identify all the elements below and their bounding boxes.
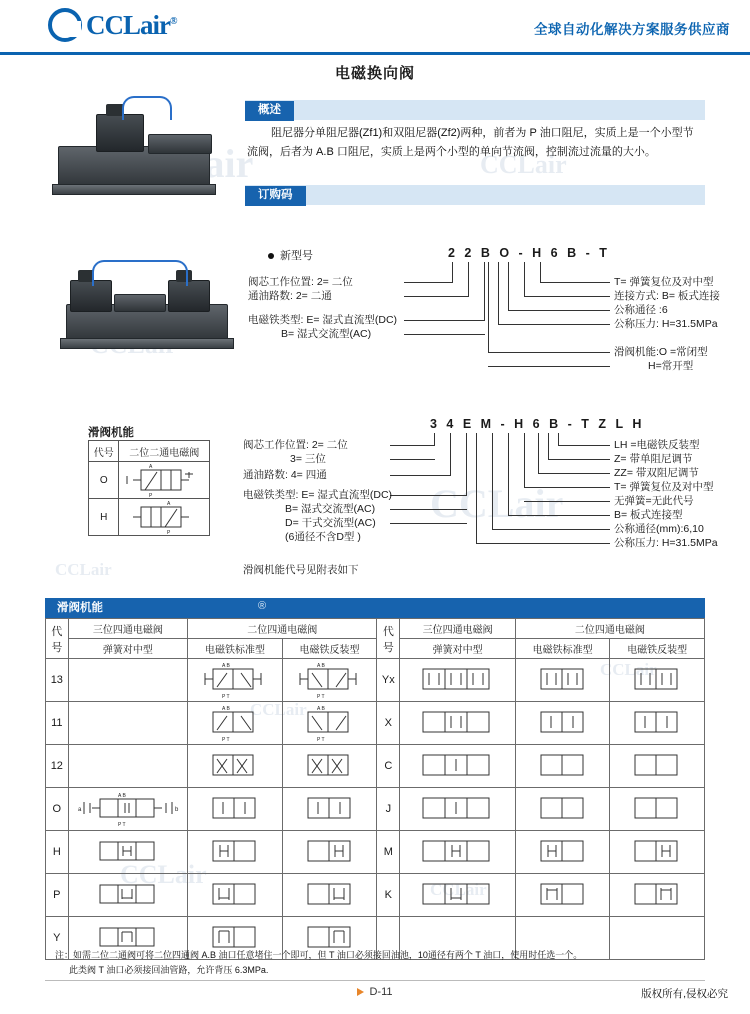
row-code-left: O (46, 788, 69, 831)
symbol-cell (610, 874, 705, 917)
svg-text:A B: A B (222, 706, 231, 712)
code2-right-label-3: T= 弹簧复位及对中型 (614, 481, 714, 493)
code1-right-label-5: H=常开型 (648, 360, 694, 372)
symbol-cell (282, 874, 377, 917)
th-group2b-left: 电磁铁反装型 (282, 639, 377, 659)
section-overview-tag: 概述 (245, 101, 294, 121)
symbol-cell (400, 745, 515, 788)
symbol-cell (68, 745, 188, 788)
code2-left-label-3: 电磁铁类型: E= 湿式直流型(DC) (243, 489, 393, 501)
logo-text: CCLair (86, 9, 170, 40)
watermark: CCLair (430, 481, 564, 526)
row-code-left: P (46, 874, 69, 917)
code2-right-label-6: 公称通径(mm):6,10 (614, 523, 704, 535)
row-code-right: X (377, 702, 400, 745)
main-table-title: 滑阀机能 (57, 602, 103, 614)
page-number-text: D-11 (369, 986, 393, 998)
symbol-cell (515, 745, 610, 788)
new-model-label (268, 247, 313, 263)
symbol-cell (188, 874, 283, 917)
th-group1-sub-left: 弹簧对中型 (68, 639, 188, 659)
th-group1-left: 三位四通电磁阀 (68, 619, 188, 639)
watermark: CCLair (55, 560, 112, 579)
svg-text:A B: A B (222, 663, 231, 669)
spool-function-table (45, 618, 705, 960)
section-ordercode-bar (245, 185, 705, 205)
page-title: 电磁换向阀 (334, 65, 415, 82)
code2-right-label-1: Z= 带单阻尼调节 (614, 453, 693, 465)
symbol-cell (68, 874, 188, 917)
svg-text:A: A (149, 464, 153, 470)
symbol-cell (68, 831, 188, 874)
svg-text:P T: P T (222, 694, 230, 699)
page-header (0, 0, 750, 55)
th-group2a-right: 电磁铁标准型 (515, 639, 610, 659)
symbol-cell (188, 831, 283, 874)
order-code-2: 3 4 E M - H 6 B - T Z L H (430, 417, 645, 431)
watermark: CCLair (600, 660, 657, 679)
copyright-text: 版权所有,侵权必究 (641, 988, 728, 1000)
symbol-cell (515, 702, 610, 745)
section-ordercode-tag: 订购码 (245, 186, 306, 206)
main-table-header-bar (45, 598, 705, 618)
th-group1-right: 三位四通电磁阀 (400, 619, 515, 639)
brand-logo (48, 8, 176, 42)
symbol-cell (515, 659, 610, 702)
symbol-cell (610, 831, 705, 874)
th-group1-sub-right: 弹簧对中型 (400, 639, 515, 659)
footer-divider (45, 980, 705, 981)
small-table-row-code: O (89, 462, 119, 499)
svg-text:A B: A B (316, 706, 325, 712)
code2-left-label-1: 3= 三位 (290, 453, 326, 465)
symbol-cell (188, 659, 283, 702)
code1-right-label-4: 滑阀机能:O =常闭型 (614, 346, 708, 358)
row-code-right: M (377, 831, 400, 874)
logo-wordmark (86, 10, 176, 41)
watermark: CCLair (480, 150, 567, 179)
watermark: CCLair (430, 880, 487, 899)
symbol-cell (400, 788, 515, 831)
th-code-left: 代号 (46, 619, 69, 659)
svg-text:a: a (77, 807, 81, 813)
svg-text:b: b (174, 807, 178, 813)
symbol-cell (188, 702, 283, 745)
svg-text:P: P (149, 493, 153, 498)
small-table-symbol-o (119, 462, 210, 499)
svg-text:P T: P T (316, 737, 325, 742)
code1-left-label-0: 阀芯工作位置: 2= 二位 (248, 276, 353, 288)
header-slogan: 全球自动化解决方案服务供应商 (534, 22, 730, 37)
symbol-cell (515, 788, 610, 831)
svg-text:A: A (167, 501, 171, 507)
svg-text:P T: P T (316, 694, 325, 699)
th-code-right: 代号 (377, 619, 400, 659)
code2-right-label-7: 公称压力: H=31.5MPa (614, 537, 718, 549)
symbol-cell (400, 831, 515, 874)
bullet-icon (268, 253, 274, 259)
svg-text:P T: P T (222, 737, 230, 742)
code1-right-label-1: 连接方式: B= 板式连接 (614, 290, 720, 302)
registered-icon: ® (170, 15, 177, 27)
row-code-left: 13 (46, 659, 69, 702)
note-line-1: 此类阀 T 油口必须接回油管路，允许背压 6.3MPa. (69, 965, 269, 975)
code2-right-label-2: ZZ= 带双阻尼调节 (614, 467, 699, 479)
row-code-right: C (377, 745, 400, 788)
symbol-cell (282, 745, 377, 788)
order-code-1: 2 2 B O - H 6 B - T (448, 246, 610, 260)
symbol-cell (400, 659, 515, 702)
symbol-cell (610, 745, 705, 788)
symbol-cell (400, 702, 515, 745)
row-code-right: Yx (377, 659, 400, 702)
symbol-cell (282, 702, 377, 745)
th-group2b-right: 电磁铁反装型 (610, 639, 705, 659)
symbol-cell (282, 659, 377, 702)
symbol-cell (610, 702, 705, 745)
row-code-right: K (377, 874, 400, 917)
code2-right-label-4: 无弹簧=无此代号 (614, 495, 694, 507)
watermark: CCLair (250, 700, 307, 719)
symbol-cell (610, 788, 705, 831)
small-function-table (88, 440, 210, 536)
th-group2-right: 二位四通电磁阀 (515, 619, 704, 639)
svg-text:P: P (167, 530, 171, 535)
code2-left-label-7: 滑阀机能代号见附表如下 (243, 564, 359, 576)
svg-text:A B: A B (316, 663, 325, 669)
code2-left-label-0: 阀芯工作位置: 2= 二位 (243, 439, 348, 451)
row-code-left: 12 (46, 745, 69, 788)
small-table-symbol-h (119, 499, 210, 536)
code2-left-label-4: B= 湿式交流型(AC) (285, 503, 376, 515)
overview-paragraph: 阻尼器分单阻尼器(Zf1)和双阻尼器(Zf2)两种，前者为 P 油口阻尼，实质上是一个小型节流阀，后者为 A.B 口阻尼，实质上是两个小型的单向节流阀，控制流过流量的大小。 (247, 127, 694, 158)
symbol-cell (610, 659, 705, 702)
code2-left-label-5: D= 干式交流型(AC) (285, 517, 376, 529)
symbol-cell (282, 788, 377, 831)
notes-block (55, 948, 705, 978)
code2-right-label-5: B= 板式连接型 (614, 509, 683, 521)
code1-right-label-3: 公称压力: H=31.5MPa (614, 318, 718, 330)
code1-right-label-0: T= 弹簧复位及对中型 (614, 276, 714, 288)
svg-text:P T: P T (117, 822, 126, 828)
code1-right-label-2: 公称通径 :6 (614, 304, 668, 316)
code2-left-label-2: 通油路数: 4= 四通 (243, 469, 327, 481)
row-code-right: J (377, 788, 400, 831)
small-table-title: 滑阀机能 (88, 427, 134, 439)
triangle-icon (357, 988, 364, 996)
watermark: CCLair (120, 860, 207, 889)
product-photo-single-solenoid (48, 100, 233, 195)
symbol-cell (400, 874, 515, 917)
symbol-cell (188, 788, 283, 831)
symbol-cell (68, 702, 188, 745)
code1-left-label-1: 通油路数: 2= 二通 (248, 290, 332, 302)
section-overview-bar (245, 100, 705, 120)
th-group2-left: 二位四通电磁阀 (188, 619, 377, 639)
registered-icon: ® (258, 600, 267, 612)
code1-left-label-3: B= 湿式交流型(AC) (281, 328, 372, 340)
small-table-row-code: H (89, 499, 119, 536)
row-code-left: 11 (46, 702, 69, 745)
product-photo-double-solenoid (48, 258, 243, 358)
th-group2a-left: 电磁铁标准型 (188, 639, 283, 659)
row-code-left: H (46, 831, 69, 874)
symbol-cell (68, 659, 188, 702)
symbol-cell (515, 874, 610, 917)
code2-right-label-0: LH =电磁铁反装型 (614, 439, 700, 451)
code1-left-label-2: 电磁铁类型: E= 湿式直流型(DC) (248, 314, 398, 326)
symbol-cell (515, 831, 610, 874)
symbol-cell (188, 745, 283, 788)
symbol-cell (282, 831, 377, 874)
new-model-text: 新型号 (280, 250, 313, 262)
small-table-header-code: 代号 (89, 441, 119, 462)
small-table-header-type: 二位二通电磁阀 (119, 441, 210, 462)
note-line-0: 注：如需二位二通阀可将二位四通阀 A.B 油口任意堵住一个即可，但 T 油口必须接回油池，10通径有两个 T 油口，使用时任选一个。 (55, 950, 583, 960)
symbol-cell-three-pos (68, 788, 188, 831)
svg-text:A B: A B (117, 793, 126, 799)
page-number (0, 986, 750, 998)
row-code-left: Y (46, 917, 69, 960)
code2-left-label-6: (6通径不含D型 ) (285, 531, 361, 543)
logo-c-icon (48, 8, 82, 42)
